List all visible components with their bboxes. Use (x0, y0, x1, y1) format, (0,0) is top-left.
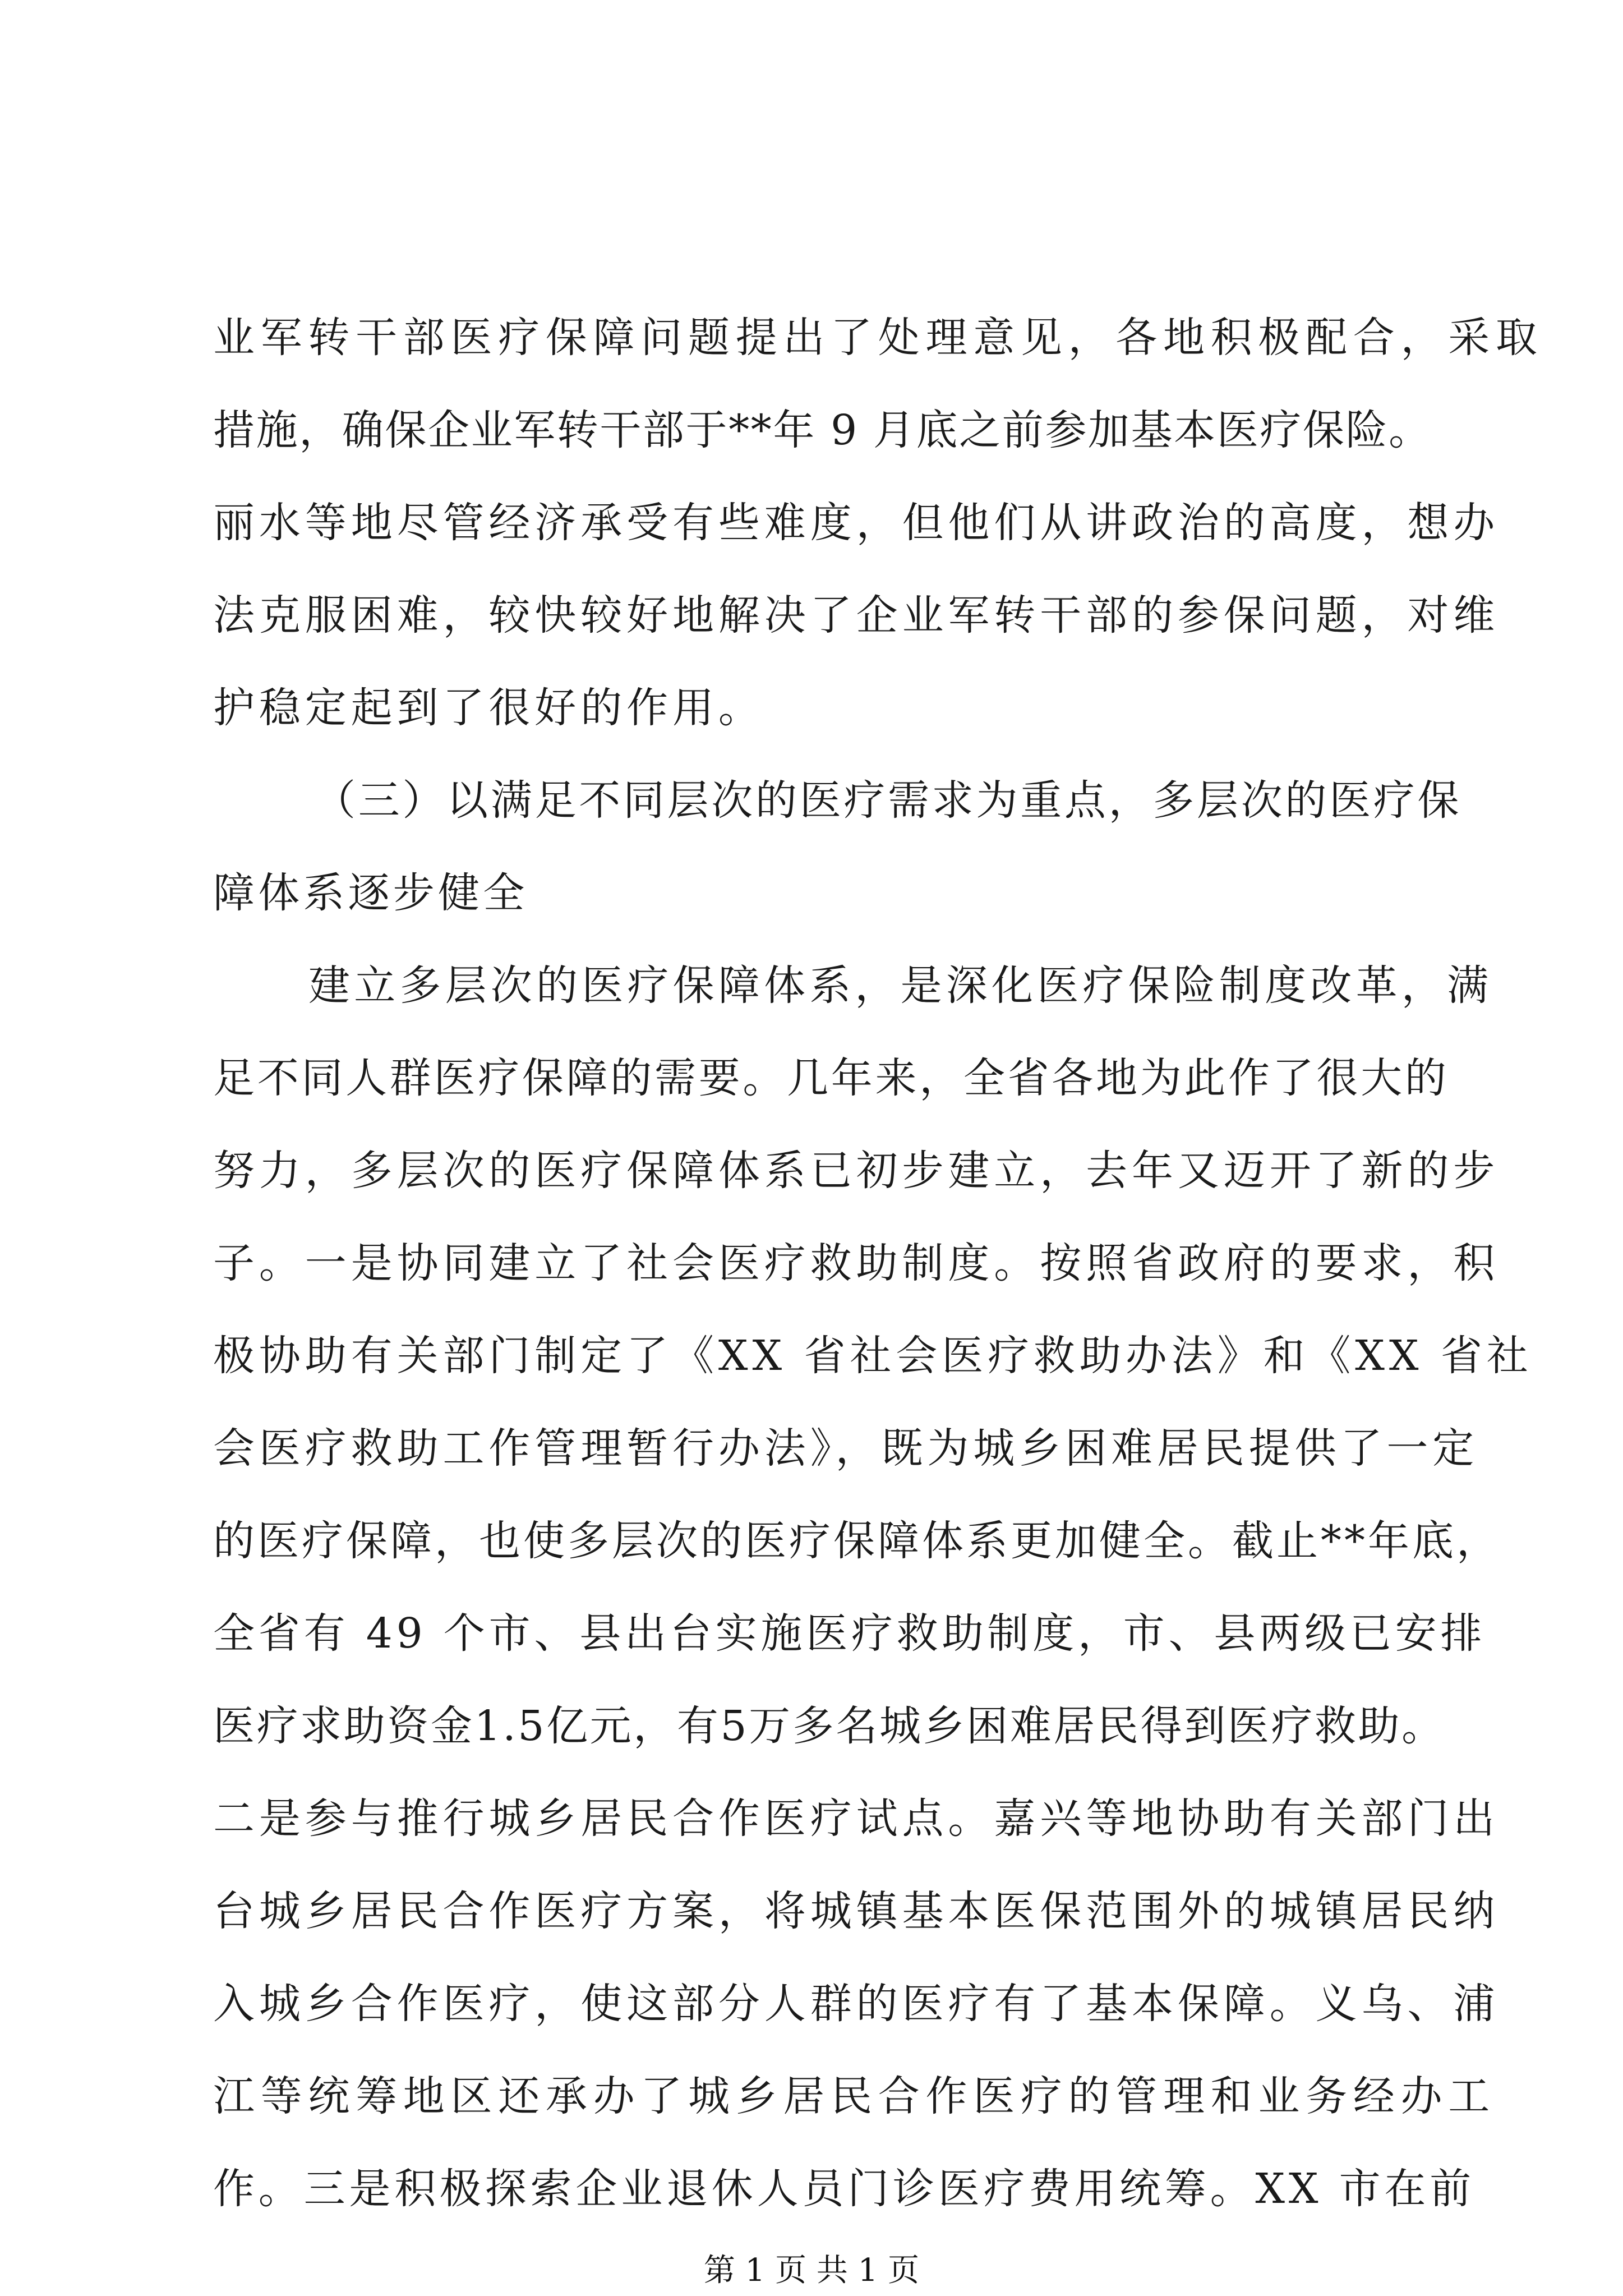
text-line: 足不同人群医疗保障的需要。几年来，全省各地为此作了很大的 (213, 1054, 1449, 1102)
text-line: 建立多层次的医疗保障体系，是深化医疗保险制度改革，满 (308, 961, 1493, 1010)
text-line: 极协助有关部门制定了《XX 省社会医疗救助办法》和《XX 省社 (213, 1332, 1533, 1380)
text-line: 会医疗救助工作管理暂行办法》，既为城乡困难居民提供了一定 (213, 1424, 1479, 1473)
text-line: 业军转干部医疗保障问题提出了处理意见，各地积极配合，采取 (213, 314, 1543, 362)
text-line: 的医疗保障，也使多层次的医疗保障体系更加健全。截止**年底， (213, 1517, 1501, 1565)
text-line: 子。一是协同建立了社会医疗救助制度。按照省政府的要求，积 (213, 1239, 1500, 1287)
text-line: 丽水等地尽管经济承受有些难度，但他们从讲政治的高度，想办 (213, 499, 1500, 547)
text-line: 措施，确保企业军转干部于**年 9 月底之前参加基本医疗保险。 (213, 406, 1432, 454)
text-line: 二是参与推行城乡居民合作医疗试点。嘉兴等地协助有关部门出 (213, 1795, 1500, 1843)
section-heading-line: 障体系逐步健全 (213, 869, 528, 917)
page-number-footer: 第 1 页 共 1 页 (703, 2252, 920, 2289)
section-heading-line: （三）以满足不同层次的医疗需求为重点，多层次的医疗保 (314, 776, 1462, 825)
text-line: 法克服困难，较快较好地解决了企业军转干部的参保问题，对维 (213, 591, 1500, 639)
text-line: 医疗求助资金1.5亿元，有5万多名城乡困难居民得到医疗救助。 (213, 1702, 1445, 1750)
text-line: 作。三是积极探索企业退休人员门诊医疗费用统筹。XX 市在前 (213, 2165, 1476, 2213)
text-line: 全省有 49 个市、县出台实施医疗救助制度，市、县两级已安排 (213, 1609, 1486, 1658)
text-line: 江等统筹地区还承办了城乡居民合作医疗的管理和业务经办工 (213, 2072, 1496, 2120)
text-line: 台城乡居民合作医疗方案，将城镇基本医保范围外的城镇居民纳 (213, 1887, 1500, 1935)
text-line: 努力，多层次的医疗保障体系已初步建立，去年又迈开了新的步 (213, 1147, 1500, 1195)
text-line: 入城乡合作医疗，使这部分人群的医疗有了基本保障。义乌、浦 (213, 1980, 1500, 2028)
text-line: 护稳定起到了很好的作用。 (213, 684, 764, 732)
